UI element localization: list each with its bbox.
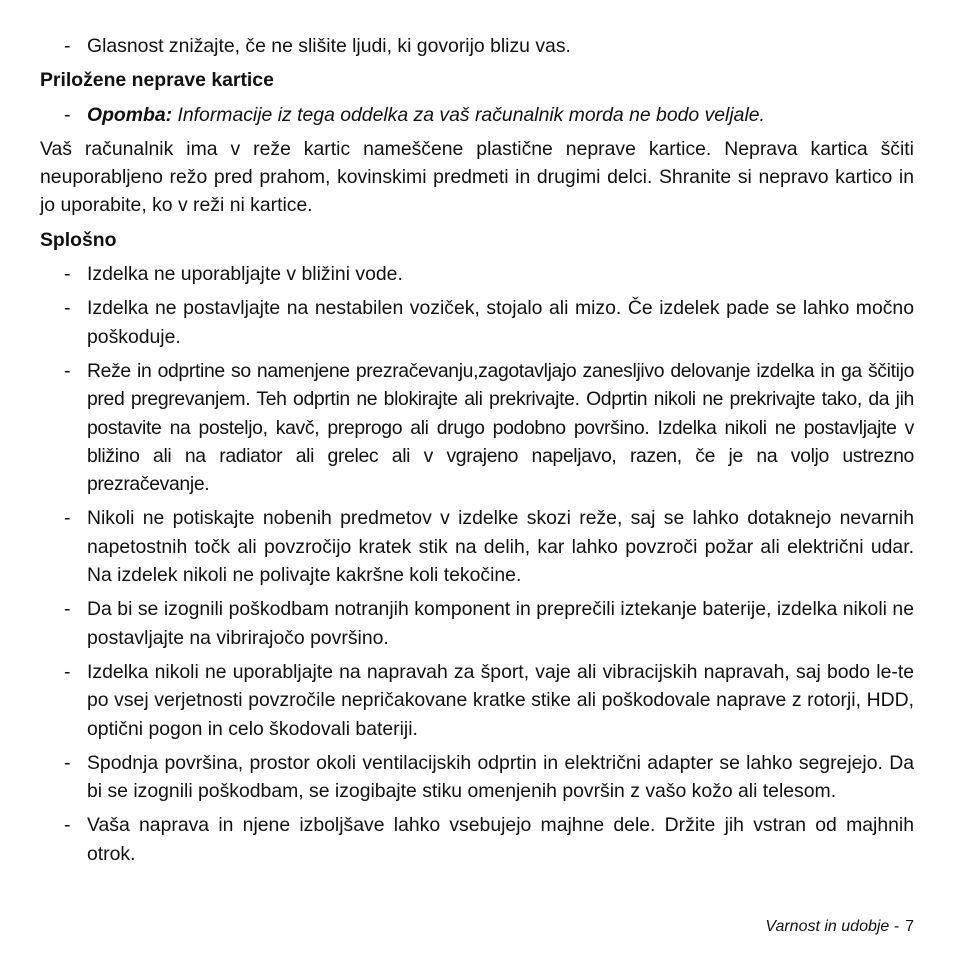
bullet-dash: - <box>64 751 71 774</box>
bullet-dash: - <box>64 507 71 530</box>
list-item-text: Nikoli ne potiskajte nobenih predmetov v izdelke skozi reže, saj se lahko dotaknejo nevarnih napetostnih točk ali povzročijo kratek stik na delih, kar lahko povzroči požar ali električni udar. Na izdelek nikoli ne polivajte kakršne koli tekočine. <box>87 507 914 587</box>
footer-label: Varnost in udobje - <box>765 918 900 935</box>
body-paragraph: Vaš računalnik ima v reže kartic nameščene plastične neprave kartice. Neprava kartica ščiti neuporabljeno režo pred prahom, kovinskimi predmeti in drugimi delci. Shranite si nepravo kartico in jo uporabite, ko v reži ni kartice. <box>40 137 914 217</box>
bullet-dash: - <box>64 814 71 837</box>
bullet-dash: - <box>64 103 71 126</box>
note-item <box>40 101 914 129</box>
bullet-dash: - <box>64 660 71 683</box>
list-item <box>40 357 914 498</box>
note-text: Informacije iz tega oddelka za vaš računalnik morda ne bodo veljale. <box>177 103 765 126</box>
list-item <box>40 260 914 288</box>
list-item-text: Da bi se izognili poškodbam notranjih komponent in preprečili iztekanje baterije, izdelka nikoli ne postavljajte na vibrirajočo površino. <box>87 598 914 649</box>
section-heading-dummy-cards: Priložene neprave kartice <box>40 69 274 92</box>
bullet-dash: - <box>64 35 71 57</box>
bullet-dash: - <box>64 263 71 286</box>
list-item-text: Izdelka ne postavljajte na nestabilen voziček, stojalo ali mizo. Če izdelek pade se lahko močno poškoduje. <box>87 297 914 348</box>
list-item <box>40 32 914 60</box>
bullet-dash: - <box>64 359 71 382</box>
section-heading-general: Splošno <box>40 228 117 251</box>
list-item-text: Spodnja površina, prostor okoli ventilacijskih odprtin in električni adapter se lahko segrejejo. Da bi se izognili poškodbam, se izogibajte stiku omenjenih površin z vašo kožo ali telesom. <box>87 751 914 803</box>
bullet-dash: - <box>64 598 71 621</box>
list-item <box>40 504 914 589</box>
list-item <box>40 595 914 652</box>
note-label: Opomba: <box>87 103 173 126</box>
list-item-text: Reže in odprtine so namenjene prezračevanju,zagotavljajo zanesljivo delovanje izdelka in ga ščitijo pred pregrevanjem. Teh odprtin ne blokirajte ali prekrivajte. Odprtin nikoli ne prekrivajte tako, da jih postavite na posteljo, kavč, preprogo ali drugo podobno površino. Izdelka nikoli ne postavljajte v bližino ali na radiator ali grelec ali v vgrajeno napeljavo, razen, če je na voljo ustrezno prezračevanje. <box>87 359 914 496</box>
list-item-text: Izdelka ne uporabljajte v bližini vode. <box>87 263 403 286</box>
list-item-text: Glasnost znižajte, če ne slišite ljudi, ki govorijo blizu vas. <box>87 35 571 57</box>
list-item <box>40 658 914 743</box>
list-item-text: Izdelka nikoli ne uporabljajte na napravah za šport, vaje ali vibracijskih napravah, saj bodo le-te po vsej verjetnosti povzročile nepričakovane kratke stike ali poškodovale naprave z rotorji, HDD, optični pogon in celo škodovali bateriji. <box>87 660 914 740</box>
bullet-dash: - <box>64 297 71 320</box>
list-item <box>40 811 914 868</box>
page-footer <box>765 916 914 938</box>
list-item-text: Vaša naprava in njene izboljšave lahko vsebujejo majhne dele. Držite jih vstran od majhnih otrok. <box>87 814 914 865</box>
list-item <box>40 294 914 351</box>
document-page <box>40 32 914 874</box>
page-number: 7 <box>905 918 914 935</box>
list-item <box>40 749 914 806</box>
